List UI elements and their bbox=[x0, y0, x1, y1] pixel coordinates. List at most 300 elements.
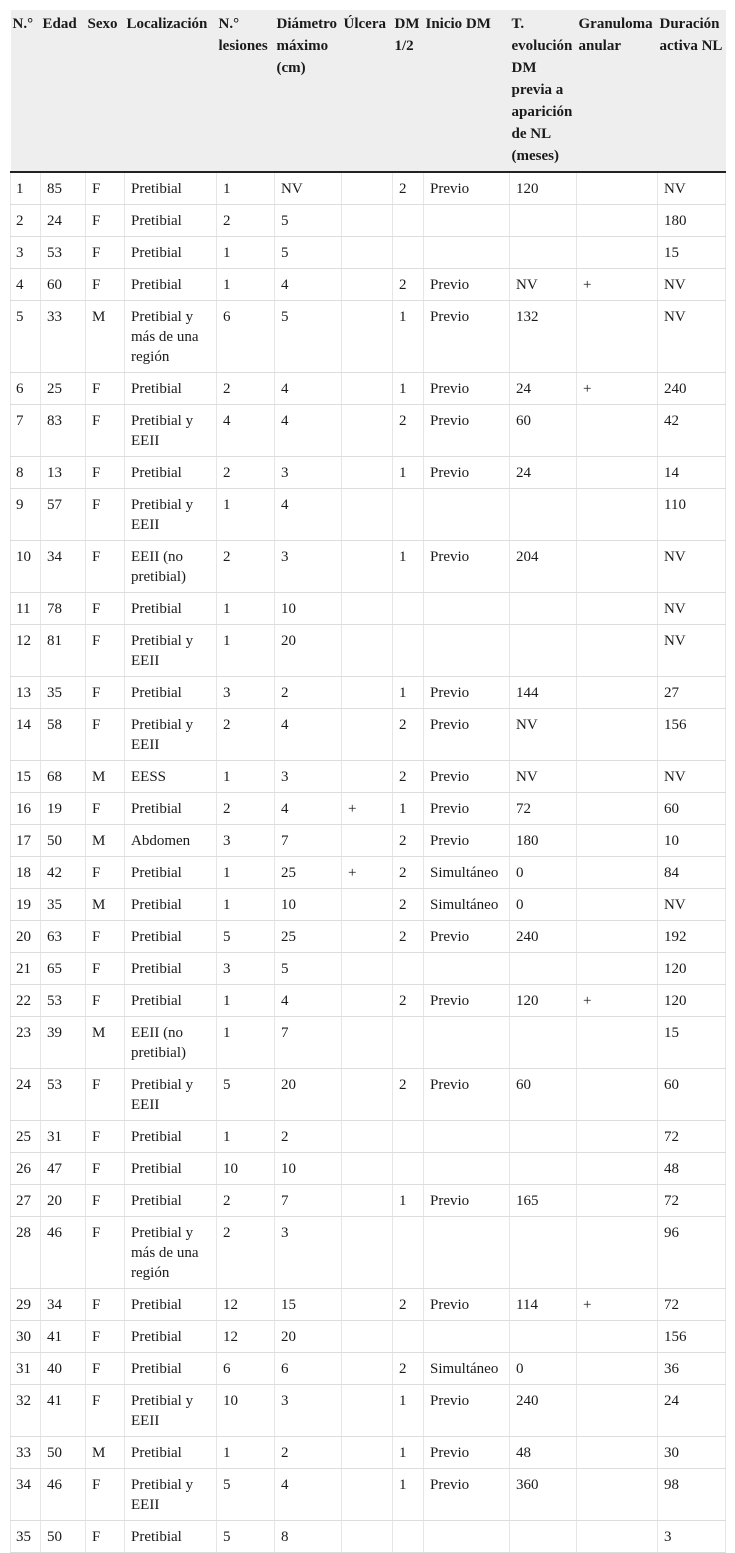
cell-lesiones: 6 bbox=[217, 1353, 275, 1385]
cell-ulcera bbox=[342, 1217, 393, 1289]
cell-diametro: 10 bbox=[275, 1153, 342, 1185]
cell-sexo: M bbox=[86, 1017, 125, 1069]
cell-numero: 19 bbox=[11, 889, 41, 921]
cell-lesiones: 2 bbox=[217, 373, 275, 405]
cell-dm-tipo: 1 bbox=[393, 373, 424, 405]
cell-granuloma bbox=[577, 593, 658, 625]
cell-duracion: NV bbox=[658, 172, 726, 205]
cell-evolucion-dm: 165 bbox=[510, 1185, 577, 1217]
cell-sexo: F bbox=[86, 1153, 125, 1185]
table-row bbox=[11, 172, 726, 205]
cell-inicio-dm: Previo bbox=[424, 761, 510, 793]
cell-diametro: 7 bbox=[275, 825, 342, 857]
cell-dm-tipo bbox=[393, 593, 424, 625]
cell-edad: 40 bbox=[41, 1353, 86, 1385]
cell-inicio-dm: Previo bbox=[424, 373, 510, 405]
cell-edad: 60 bbox=[41, 269, 86, 301]
cell-duracion: 15 bbox=[658, 1017, 726, 1069]
cell-edad: 53 bbox=[41, 985, 86, 1017]
cell-numero: 33 bbox=[11, 1437, 41, 1469]
cell-diametro: 5 bbox=[275, 237, 342, 269]
cell-sexo: F bbox=[86, 1289, 125, 1321]
cell-localizacion: Pretibial bbox=[125, 172, 217, 205]
cell-sexo: M bbox=[86, 761, 125, 793]
cell-sexo: F bbox=[86, 405, 125, 457]
cell-dm-tipo: 2 bbox=[393, 857, 424, 889]
cell-diametro: 25 bbox=[275, 857, 342, 889]
cell-granuloma bbox=[577, 1185, 658, 1217]
cell-ulcera bbox=[342, 1153, 393, 1185]
cell-inicio-dm: Previo bbox=[424, 301, 510, 373]
table-row bbox=[11, 857, 726, 889]
cell-diametro: 2 bbox=[275, 677, 342, 709]
cell-diametro: 2 bbox=[275, 1121, 342, 1153]
cell-numero: 22 bbox=[11, 985, 41, 1017]
cell-duracion: NV bbox=[658, 625, 726, 677]
header-lesiones: N.° lesiones bbox=[217, 10, 275, 172]
cell-duracion: 27 bbox=[658, 677, 726, 709]
cell-duracion: 72 bbox=[658, 1185, 726, 1217]
cell-lesiones: 3 bbox=[217, 677, 275, 709]
cell-localizacion: EEII (no pretibial) bbox=[125, 1017, 217, 1069]
cell-duracion: 36 bbox=[658, 1353, 726, 1385]
cell-granuloma bbox=[577, 457, 658, 489]
cell-localizacion: Pretibial bbox=[125, 985, 217, 1017]
cell-inicio-dm bbox=[424, 1121, 510, 1153]
cell-ulcera bbox=[342, 205, 393, 237]
cell-ulcera bbox=[342, 1521, 393, 1553]
cell-duracion: NV bbox=[658, 269, 726, 301]
cell-edad: 57 bbox=[41, 489, 86, 541]
cell-sexo: F bbox=[86, 269, 125, 301]
cell-numero: 35 bbox=[11, 1521, 41, 1553]
cell-sexo: F bbox=[86, 985, 125, 1017]
cell-edad: 25 bbox=[41, 373, 86, 405]
cell-lesiones: 10 bbox=[217, 1153, 275, 1185]
cell-sexo: F bbox=[86, 205, 125, 237]
cell-lesiones: 1 bbox=[217, 857, 275, 889]
cell-edad: 46 bbox=[41, 1217, 86, 1289]
cell-granuloma bbox=[577, 793, 658, 825]
cell-inicio-dm: Previo bbox=[424, 172, 510, 205]
cell-granuloma bbox=[577, 541, 658, 593]
cell-localizacion: Pretibial bbox=[125, 1437, 217, 1469]
cell-ulcera bbox=[342, 593, 393, 625]
cell-evolucion-dm: 0 bbox=[510, 857, 577, 889]
cell-numero: 18 bbox=[11, 857, 41, 889]
cell-lesiones: 1 bbox=[217, 1437, 275, 1469]
cell-numero: 26 bbox=[11, 1153, 41, 1185]
cell-dm-tipo: 1 bbox=[393, 1469, 424, 1521]
cell-duracion: 110 bbox=[658, 489, 726, 541]
cell-edad: 19 bbox=[41, 793, 86, 825]
cell-localizacion: Pretibial bbox=[125, 1121, 217, 1153]
cell-evolucion-dm bbox=[510, 1017, 577, 1069]
cell-ulcera bbox=[342, 1185, 393, 1217]
cell-ulcera bbox=[342, 457, 393, 489]
cell-dm-tipo: 2 bbox=[393, 1069, 424, 1121]
cell-numero: 24 bbox=[11, 1069, 41, 1121]
table-row bbox=[11, 985, 726, 1017]
cell-dm-tipo: 1 bbox=[393, 301, 424, 373]
cell-localizacion: Pretibial bbox=[125, 373, 217, 405]
cell-ulcera bbox=[342, 889, 393, 921]
cell-edad: 42 bbox=[41, 857, 86, 889]
cell-sexo: F bbox=[86, 857, 125, 889]
cell-duracion: NV bbox=[658, 593, 726, 625]
cell-edad: 85 bbox=[41, 172, 86, 205]
table-row bbox=[11, 1469, 726, 1521]
cell-numero: 28 bbox=[11, 1217, 41, 1289]
cell-duracion: 192 bbox=[658, 921, 726, 953]
cell-edad: 53 bbox=[41, 237, 86, 269]
cell-evolucion-dm bbox=[510, 625, 577, 677]
cell-sexo: F bbox=[86, 1353, 125, 1385]
table-row bbox=[11, 373, 726, 405]
cell-diametro: 3 bbox=[275, 1217, 342, 1289]
cell-dm-tipo: 2 bbox=[393, 889, 424, 921]
cell-numero: 2 bbox=[11, 205, 41, 237]
header-ulcera: Úlcera bbox=[342, 10, 393, 172]
cell-sexo: F bbox=[86, 1521, 125, 1553]
cell-granuloma bbox=[577, 1437, 658, 1469]
cell-diametro: 2 bbox=[275, 1437, 342, 1469]
cell-numero: 34 bbox=[11, 1469, 41, 1521]
cell-dm-tipo: 2 bbox=[393, 405, 424, 457]
cell-sexo: F bbox=[86, 457, 125, 489]
cell-ulcera bbox=[342, 985, 393, 1017]
cell-duracion: NV bbox=[658, 889, 726, 921]
cell-evolucion-dm bbox=[510, 237, 577, 269]
cell-dm-tipo: 2 bbox=[393, 761, 424, 793]
cell-dm-tipo bbox=[393, 1321, 424, 1353]
cell-ulcera: + bbox=[342, 793, 393, 825]
cell-lesiones: 3 bbox=[217, 825, 275, 857]
cell-diametro: 4 bbox=[275, 793, 342, 825]
cell-edad: 33 bbox=[41, 301, 86, 373]
cell-ulcera bbox=[342, 825, 393, 857]
cell-localizacion: Pretibial bbox=[125, 953, 217, 985]
cell-inicio-dm: Previo bbox=[424, 921, 510, 953]
cell-ulcera bbox=[342, 301, 393, 373]
cell-localizacion: Pretibial y EEII bbox=[125, 405, 217, 457]
cell-diametro: NV bbox=[275, 172, 342, 205]
cell-diametro: 8 bbox=[275, 1521, 342, 1553]
cell-granuloma bbox=[577, 1353, 658, 1385]
cell-localizacion: Pretibial y EEII bbox=[125, 709, 217, 761]
cell-inicio-dm: Previo bbox=[424, 405, 510, 457]
cell-diametro: 10 bbox=[275, 889, 342, 921]
cell-lesiones: 5 bbox=[217, 1521, 275, 1553]
cell-inicio-dm bbox=[424, 205, 510, 237]
cell-localizacion: Pretibial bbox=[125, 889, 217, 921]
cell-ulcera bbox=[342, 1437, 393, 1469]
cell-diametro: 20 bbox=[275, 625, 342, 677]
cell-numero: 1 bbox=[11, 172, 41, 205]
cell-ulcera bbox=[342, 921, 393, 953]
cell-duracion: 156 bbox=[658, 1321, 726, 1353]
table-row bbox=[11, 921, 726, 953]
cell-ulcera bbox=[342, 1385, 393, 1437]
cell-localizacion: Pretibial bbox=[125, 593, 217, 625]
cell-dm-tipo bbox=[393, 953, 424, 985]
cell-ulcera bbox=[342, 1321, 393, 1353]
header-duracion: Duración activa NL bbox=[658, 10, 726, 172]
cell-sexo: F bbox=[86, 1385, 125, 1437]
cell-ulcera bbox=[342, 677, 393, 709]
cell-duracion: 48 bbox=[658, 1153, 726, 1185]
cell-evolucion-dm: 24 bbox=[510, 457, 577, 489]
cell-dm-tipo bbox=[393, 1121, 424, 1153]
cell-diametro: 20 bbox=[275, 1069, 342, 1121]
cell-dm-tipo: 2 bbox=[393, 985, 424, 1017]
cell-localizacion: Pretibial bbox=[125, 1353, 217, 1385]
cell-evolucion-dm: 120 bbox=[510, 985, 577, 1017]
cell-edad: 58 bbox=[41, 709, 86, 761]
cell-dm-tipo: 1 bbox=[393, 1185, 424, 1217]
table-container bbox=[10, 10, 725, 1553]
cell-edad: 83 bbox=[41, 405, 86, 457]
cell-numero: 32 bbox=[11, 1385, 41, 1437]
cell-inicio-dm: Previo bbox=[424, 1069, 510, 1121]
cell-localizacion: Pretibial bbox=[125, 1321, 217, 1353]
header-diametro: Diámetro máximo (cm) bbox=[275, 10, 342, 172]
cell-diametro: 5 bbox=[275, 205, 342, 237]
cell-duracion: NV bbox=[658, 761, 726, 793]
cell-diametro: 3 bbox=[275, 457, 342, 489]
table-header bbox=[11, 10, 726, 172]
table-row bbox=[11, 793, 726, 825]
cell-inicio-dm bbox=[424, 237, 510, 269]
cell-inicio-dm bbox=[424, 625, 510, 677]
cell-evolucion-dm: 180 bbox=[510, 825, 577, 857]
cell-edad: 53 bbox=[41, 1069, 86, 1121]
cell-lesiones: 3 bbox=[217, 953, 275, 985]
table-row bbox=[11, 1385, 726, 1437]
cell-diametro: 15 bbox=[275, 1289, 342, 1321]
cell-granuloma bbox=[577, 237, 658, 269]
cell-lesiones: 6 bbox=[217, 301, 275, 373]
cell-edad: 50 bbox=[41, 1521, 86, 1553]
cell-evolucion-dm: 120 bbox=[510, 172, 577, 205]
cell-granuloma bbox=[577, 857, 658, 889]
cell-lesiones: 1 bbox=[217, 1121, 275, 1153]
cell-inicio-dm: Previo bbox=[424, 457, 510, 489]
cell-diametro: 4 bbox=[275, 405, 342, 457]
header-granuloma: Granuloma anular bbox=[577, 10, 658, 172]
cell-localizacion: Pretibial y EEII bbox=[125, 489, 217, 541]
cell-numero: 8 bbox=[11, 457, 41, 489]
cell-lesiones: 1 bbox=[217, 593, 275, 625]
cell-evolucion-dm bbox=[510, 489, 577, 541]
cell-diametro: 3 bbox=[275, 541, 342, 593]
table-row bbox=[11, 1153, 726, 1185]
cell-granuloma bbox=[577, 953, 658, 985]
cell-lesiones: 1 bbox=[217, 625, 275, 677]
table-row bbox=[11, 677, 726, 709]
cell-inicio-dm: Previo bbox=[424, 677, 510, 709]
cell-localizacion: Pretibial bbox=[125, 1153, 217, 1185]
cell-granuloma bbox=[577, 1017, 658, 1069]
cell-ulcera bbox=[342, 761, 393, 793]
cell-numero: 11 bbox=[11, 593, 41, 625]
cell-evolucion-dm: 144 bbox=[510, 677, 577, 709]
cell-inicio-dm: Previo bbox=[424, 825, 510, 857]
cell-granuloma bbox=[577, 825, 658, 857]
cell-lesiones: 1 bbox=[217, 985, 275, 1017]
cell-lesiones: 2 bbox=[217, 793, 275, 825]
header-row bbox=[11, 10, 726, 172]
cell-evolucion-dm: 24 bbox=[510, 373, 577, 405]
cell-granuloma bbox=[577, 1521, 658, 1553]
table-row bbox=[11, 1069, 726, 1121]
cell-localizacion: Pretibial bbox=[125, 793, 217, 825]
cell-edad: 39 bbox=[41, 1017, 86, 1069]
cell-diametro: 10 bbox=[275, 593, 342, 625]
cell-lesiones: 2 bbox=[217, 457, 275, 489]
cell-localizacion: Pretibial bbox=[125, 677, 217, 709]
cell-inicio-dm: Previo bbox=[424, 709, 510, 761]
cell-evolucion-dm: NV bbox=[510, 709, 577, 761]
cell-sexo: F bbox=[86, 1185, 125, 1217]
cell-diametro: 20 bbox=[275, 1321, 342, 1353]
cell-inicio-dm: Simultáneo bbox=[424, 857, 510, 889]
cell-evolucion-dm: 204 bbox=[510, 541, 577, 593]
cell-diametro: 4 bbox=[275, 709, 342, 761]
cell-granuloma bbox=[577, 1321, 658, 1353]
cell-numero: 29 bbox=[11, 1289, 41, 1321]
cell-localizacion: EEII (no pretibial) bbox=[125, 541, 217, 593]
cell-duracion: 72 bbox=[658, 1121, 726, 1153]
cell-sexo: F bbox=[86, 625, 125, 677]
cell-inicio-dm bbox=[424, 1321, 510, 1353]
cell-numero: 30 bbox=[11, 1321, 41, 1353]
header-inicio-dm: Inicio DM bbox=[424, 10, 510, 172]
cell-duracion: NV bbox=[658, 541, 726, 593]
cell-granuloma bbox=[577, 172, 658, 205]
cell-dm-tipo: 1 bbox=[393, 1385, 424, 1437]
cell-duracion: 120 bbox=[658, 953, 726, 985]
cell-sexo: F bbox=[86, 1217, 125, 1289]
cell-ulcera bbox=[342, 1353, 393, 1385]
cell-diametro: 7 bbox=[275, 1185, 342, 1217]
cell-edad: 65 bbox=[41, 953, 86, 985]
cell-ulcera bbox=[342, 709, 393, 761]
table-row bbox=[11, 237, 726, 269]
cell-localizacion: Pretibial y EEII bbox=[125, 1069, 217, 1121]
cell-numero: 4 bbox=[11, 269, 41, 301]
cell-localizacion: Pretibial bbox=[125, 921, 217, 953]
cell-numero: 6 bbox=[11, 373, 41, 405]
table-row bbox=[11, 889, 726, 921]
cell-sexo: F bbox=[86, 593, 125, 625]
cell-inicio-dm: Previo bbox=[424, 1185, 510, 1217]
cell-numero: 15 bbox=[11, 761, 41, 793]
table-row bbox=[11, 269, 726, 301]
cell-diametro: 4 bbox=[275, 489, 342, 541]
cell-evolucion-dm: 60 bbox=[510, 405, 577, 457]
cell-inicio-dm: Previo bbox=[424, 793, 510, 825]
cell-numero: 12 bbox=[11, 625, 41, 677]
cell-inicio-dm: Simultáneo bbox=[424, 889, 510, 921]
cell-numero: 20 bbox=[11, 921, 41, 953]
cell-numero: 25 bbox=[11, 1121, 41, 1153]
table-row bbox=[11, 1217, 726, 1289]
cell-numero: 17 bbox=[11, 825, 41, 857]
cell-lesiones: 2 bbox=[217, 1185, 275, 1217]
cell-dm-tipo: 2 bbox=[393, 172, 424, 205]
cell-granuloma bbox=[577, 761, 658, 793]
cell-granuloma bbox=[577, 921, 658, 953]
cell-localizacion: Pretibial y más de una región bbox=[125, 1217, 217, 1289]
cell-ulcera bbox=[342, 172, 393, 205]
cell-sexo: F bbox=[86, 172, 125, 205]
cell-localizacion: EESS bbox=[125, 761, 217, 793]
cell-granuloma bbox=[577, 1217, 658, 1289]
cell-evolucion-dm bbox=[510, 1321, 577, 1353]
cell-duracion: 24 bbox=[658, 1385, 726, 1437]
cell-ulcera bbox=[342, 237, 393, 269]
cell-duracion: 98 bbox=[658, 1469, 726, 1521]
cell-granuloma bbox=[577, 889, 658, 921]
cell-granuloma bbox=[577, 205, 658, 237]
cell-duracion: 14 bbox=[658, 457, 726, 489]
cell-lesiones: 2 bbox=[217, 709, 275, 761]
cell-sexo: F bbox=[86, 1469, 125, 1521]
table-row bbox=[11, 1353, 726, 1385]
cell-inicio-dm bbox=[424, 593, 510, 625]
cell-evolucion-dm: 114 bbox=[510, 1289, 577, 1321]
cell-inicio-dm: Previo bbox=[424, 1469, 510, 1521]
cell-sexo: M bbox=[86, 301, 125, 373]
table-row bbox=[11, 1521, 726, 1553]
cell-dm-tipo bbox=[393, 205, 424, 237]
cell-diametro: 4 bbox=[275, 1469, 342, 1521]
cell-sexo: F bbox=[86, 709, 125, 761]
cell-dm-tipo: 2 bbox=[393, 1353, 424, 1385]
header-edad: Edad bbox=[41, 10, 86, 172]
cell-edad: 34 bbox=[41, 1289, 86, 1321]
cell-dm-tipo bbox=[393, 489, 424, 541]
cell-sexo: F bbox=[86, 489, 125, 541]
table-row bbox=[11, 709, 726, 761]
cell-diametro: 5 bbox=[275, 301, 342, 373]
cell-ulcera bbox=[342, 373, 393, 405]
cell-inicio-dm: Previo bbox=[424, 1385, 510, 1437]
cell-dm-tipo bbox=[393, 1153, 424, 1185]
table-row bbox=[11, 593, 726, 625]
cell-duracion: 156 bbox=[658, 709, 726, 761]
cell-sexo: F bbox=[86, 373, 125, 405]
cell-dm-tipo: 1 bbox=[393, 541, 424, 593]
cell-granuloma bbox=[577, 1121, 658, 1153]
cell-granuloma bbox=[577, 301, 658, 373]
cell-localizacion: Pretibial y más de una región bbox=[125, 301, 217, 373]
cell-edad: 35 bbox=[41, 677, 86, 709]
cell-lesiones: 1 bbox=[217, 1017, 275, 1069]
cell-ulcera bbox=[342, 1017, 393, 1069]
cell-ulcera bbox=[342, 625, 393, 677]
cell-inicio-dm: Previo bbox=[424, 985, 510, 1017]
cell-granuloma: + bbox=[577, 269, 658, 301]
cell-dm-tipo bbox=[393, 1017, 424, 1069]
cell-edad: 13 bbox=[41, 457, 86, 489]
cell-edad: 20 bbox=[41, 1185, 86, 1217]
cell-dm-tipo: 1 bbox=[393, 793, 424, 825]
table-body bbox=[11, 172, 726, 1553]
table-row bbox=[11, 457, 726, 489]
table-row bbox=[11, 489, 726, 541]
